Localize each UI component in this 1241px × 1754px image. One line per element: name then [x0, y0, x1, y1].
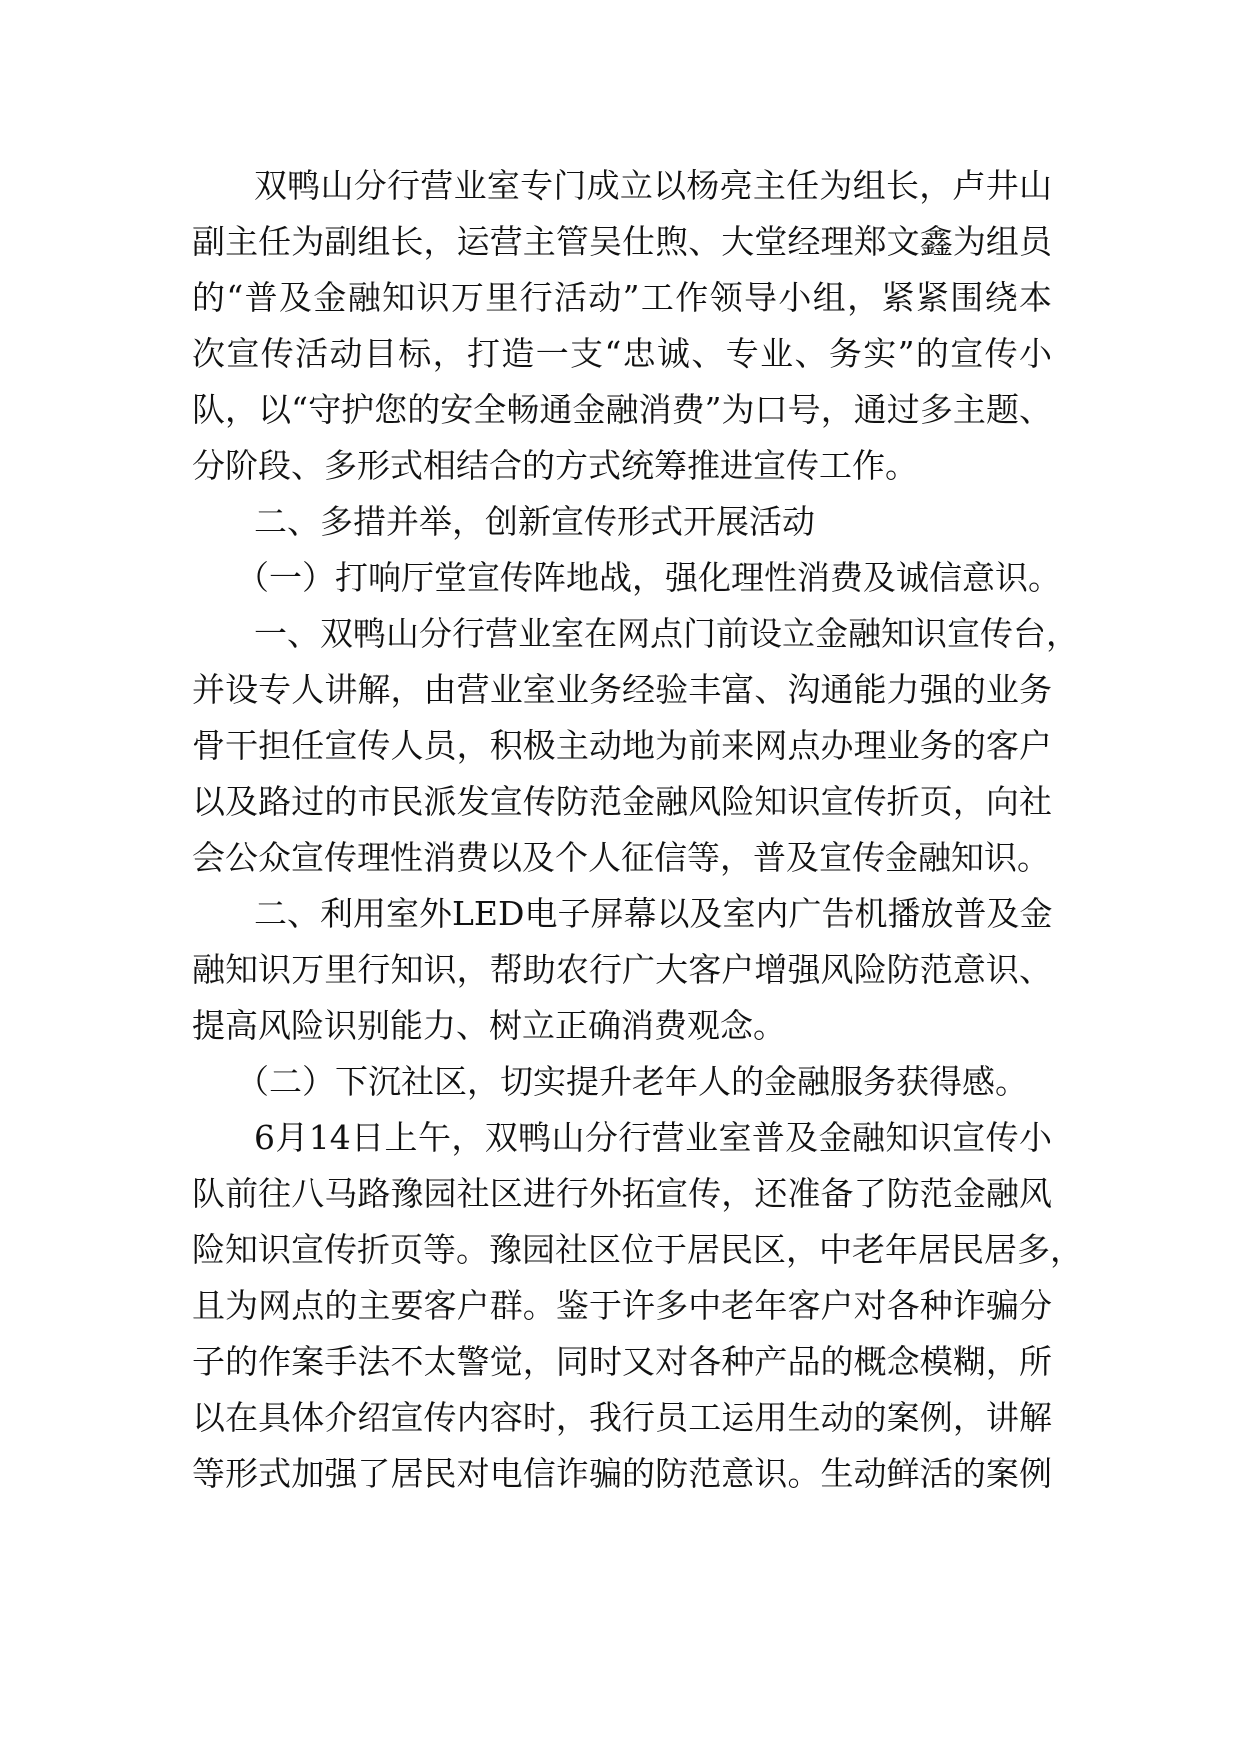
- text-line: 双鸭山分行营业室专门成立以杨亮主任为组长，卢井山: [254, 166, 1052, 205]
- text-line: 以及路过的市民派发宣传防范金融风险知识宣传折页，向社: [192, 782, 1052, 821]
- text-line: 二、利用室外LED电子屏幕以及室内广告机播放普及金: [254, 894, 1053, 933]
- text-line: 队前往八马路豫园社区进行外拓宣传，还准备了防范金融风: [192, 1174, 1052, 1213]
- text-line: 分阶段、多形式相结合的方式统筹推进宣传工作。: [192, 446, 918, 485]
- text-line: 融知识万里行知识，帮助农行广大客户增强风险防范意识、: [192, 950, 1052, 989]
- subsection-heading-1: [192, 550, 1061, 606]
- text-line: 副主任为副组长，运营主管吴仕煦、大堂经理郑文鑫为组员: [192, 222, 1052, 261]
- text-line: 以在具体介绍宣传内容时，我行员工运用生动的案例，讲解: [192, 1398, 1052, 1437]
- text-line: 一、双鸭山分行营业室在网点门前设立金融知识宣传台，: [254, 614, 1079, 653]
- text-line: 次宣传活动目标，打造一支“忠诚、专业、务实”的宣传小: [192, 334, 1052, 373]
- document-body: [192, 158, 1083, 1502]
- heading-line: 二、多措并举，创新宣传形式开展活动: [254, 502, 815, 541]
- paragraph-lobby-promotion: [192, 606, 1079, 886]
- text-line: 险知识宣传折页等。豫园社区位于居民区，中老年居民居多，: [192, 1230, 1083, 1269]
- subsection-heading-2: [192, 1054, 1052, 1110]
- heading-line: （一）打响厅堂宣传阵地战，强化理性消费及诚信意识。: [236, 558, 1061, 597]
- text-line: 且为网点的主要客户群。鉴于许多中老年客户对各种诈骗分: [192, 1286, 1052, 1325]
- text-line: 子的作案手法不太警觉，同时又对各种产品的概念模糊，所: [192, 1342, 1052, 1381]
- paragraph-community-outreach: [192, 1110, 1083, 1502]
- text-line: 提高风险识别能力、树立正确消费观念。: [192, 1006, 786, 1045]
- text-line: 会公众宣传理性消费以及个人征信等，普及宣传金融知识。: [192, 838, 1050, 877]
- paragraph-team-setup: [192, 158, 1052, 494]
- section-heading: [192, 494, 1052, 550]
- text-line: 的“普及金融知识万里行活动”工作领导小组，紧紧围绕本: [192, 278, 1052, 317]
- heading-line: （二）下沉社区，切实提升老年人的金融服务获得感。: [236, 1062, 1028, 1101]
- text-line: 并设专人讲解，由营业室业务经验丰富、沟通能力强的业务: [192, 670, 1052, 709]
- text-line: 6月14日上午，双鸭山分行营业室普及金融知识宣传小: [254, 1118, 1052, 1157]
- text-line: 队，以“守护您的安全畅通金融消费”为口号，通过多主题、: [192, 390, 1052, 429]
- text-line: 骨干担任宣传人员，积极主动地为前来网点办理业务的客户: [192, 726, 1052, 765]
- paragraph-led-screen: [192, 886, 1052, 1054]
- text-line: 等形式加强了居民对电信诈骗的防范意识。生动鲜活的案例: [192, 1454, 1052, 1493]
